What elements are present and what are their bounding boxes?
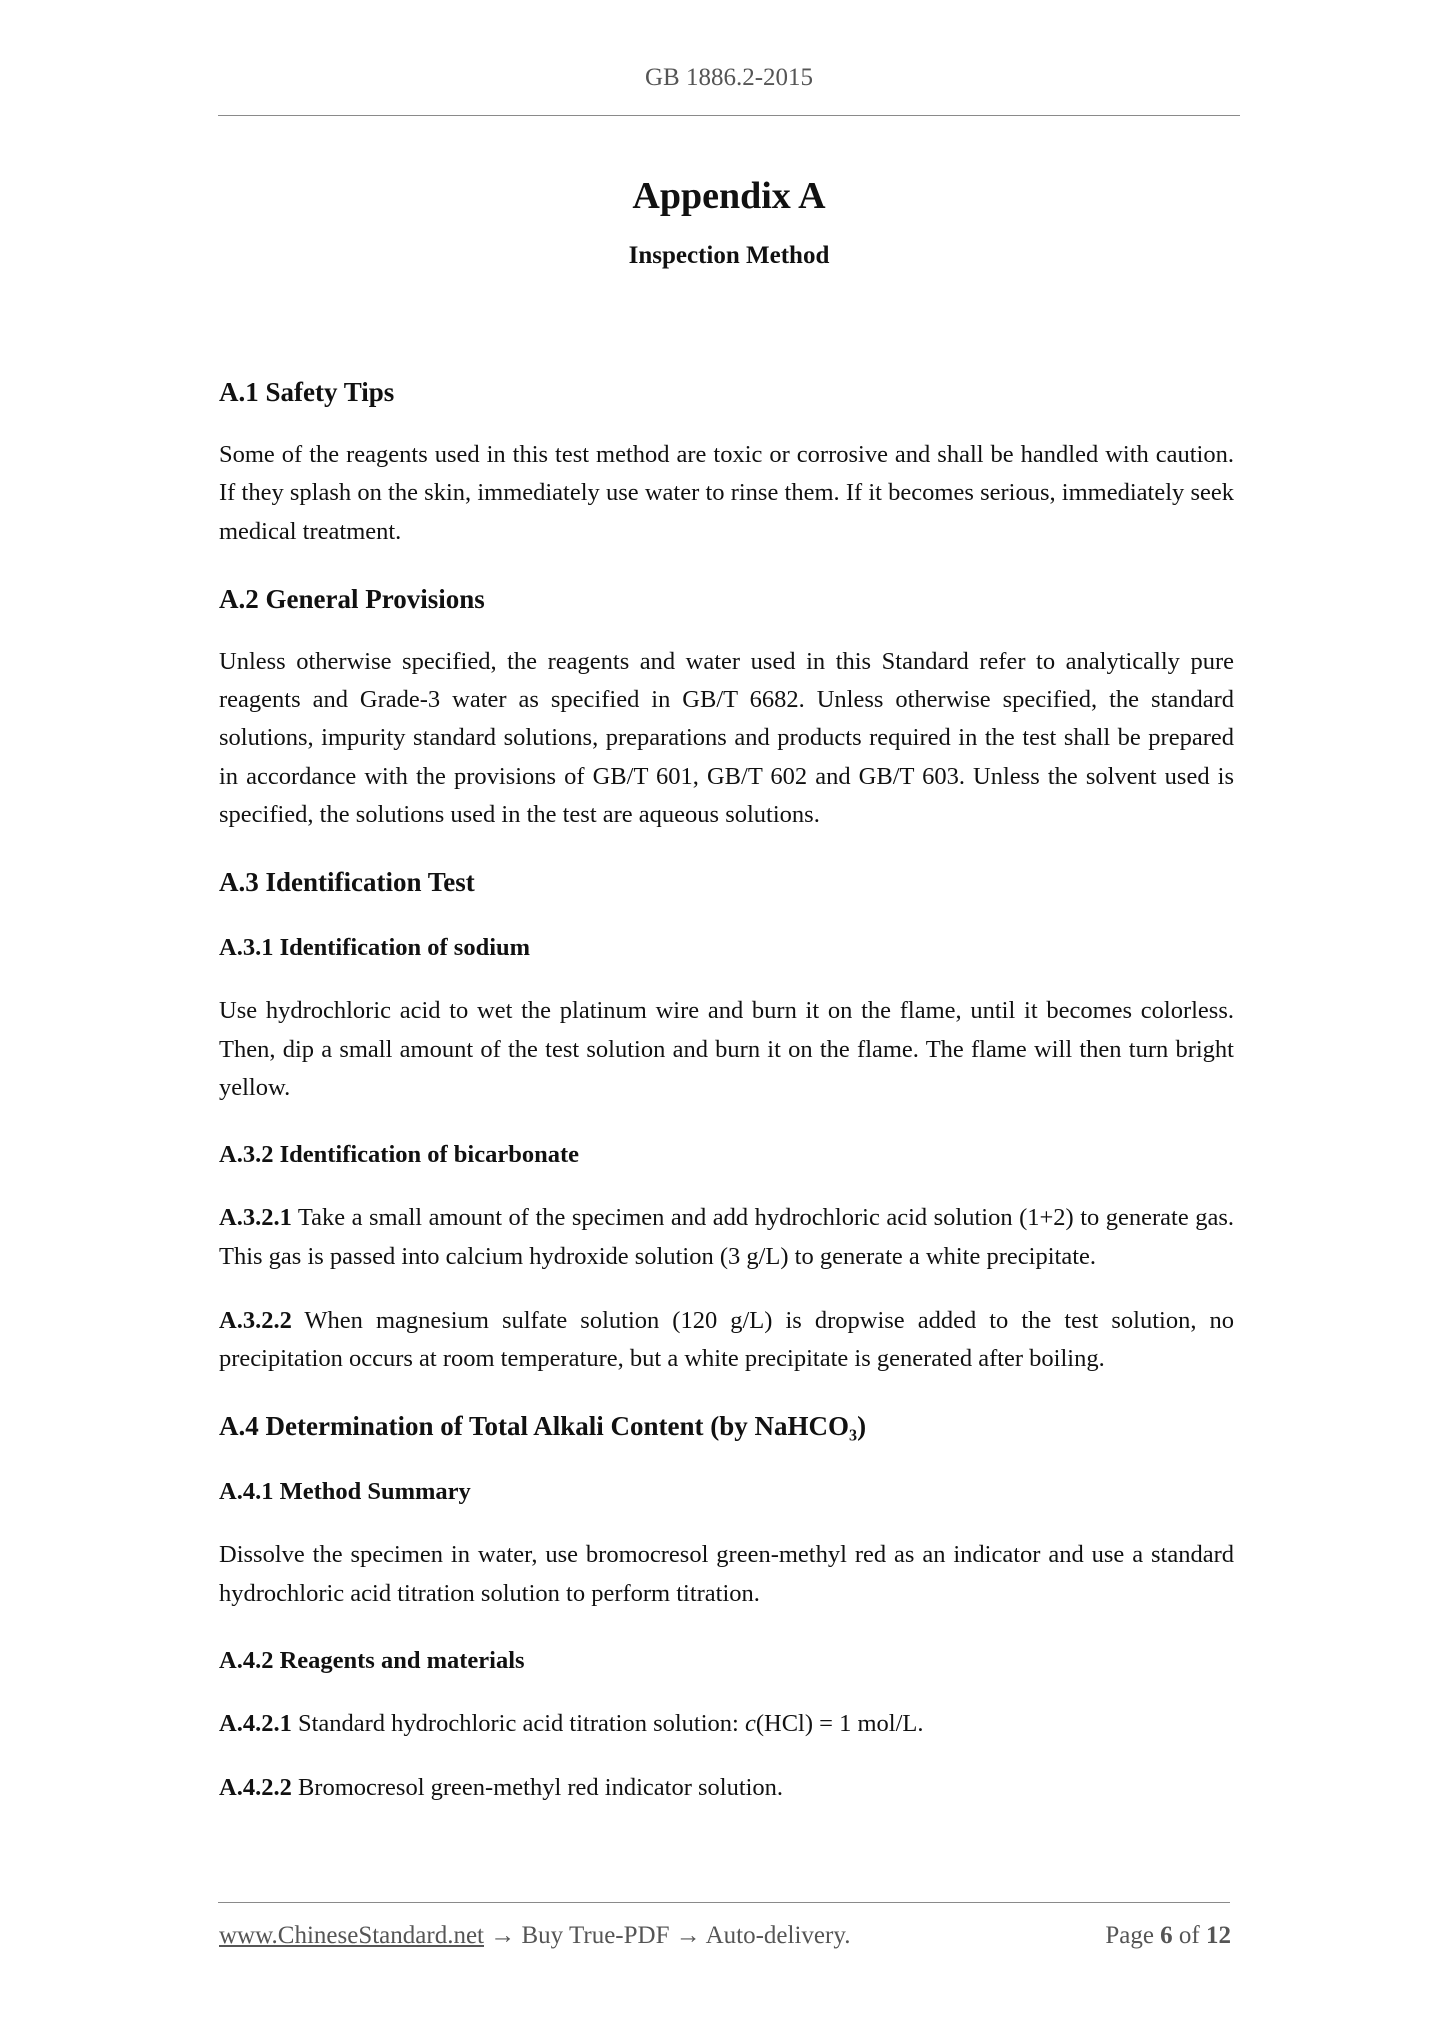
subsection-heading-a42: A.4.2 Reagents and materials [219, 1647, 525, 1675]
paragraph-a421 [219, 1705, 1234, 1743]
arrow-icon: → [484, 1922, 522, 1949]
section-heading-a4: A.4 Determination of Total Alkali Content (by NaHCO₃) [219, 1411, 867, 1442]
footer-divider [218, 1902, 1230, 1903]
clause-text-a421-post: (HCl) = 1 mol/L. [755, 1710, 924, 1738]
clause-number-a422: A.4.2.2 [219, 1774, 292, 1802]
appendix-title: Appendix A [632, 175, 826, 217]
subsection-heading-a41: A.4.1 Method Summary [219, 1478, 471, 1506]
clause-text-a422: Bromocresol green-methyl red indicator solution. [291, 1774, 784, 1802]
subsection-heading-a32: A.3.2 Identification of bicarbonate [219, 1141, 579, 1169]
section-heading-a3: A.3 Identification Test [219, 867, 475, 898]
arrow-icon: → [669, 1922, 706, 1949]
paragraph-a2: Unless otherwise specified, the reagents and water used in this Standard refer to analytically pure reagents and Grade-3 water as specified in GB/T 6682. Unless otherwise specified, the standard solutions, impurity standard solutions, preparations and products required in the test shall be prepared in accordance with the provisions of GB/T 601, GB/T 602 and GB/T 603. Unless the solvent used is specified, the solutions used in the test are aqueous solutions. [219, 647, 1234, 829]
paragraph-a1: Some of the reagents used in this test method are toxic or corrosive and shall be handled with caution. If they splash on the skin, immediately use water to rinse them. If it becomes serious, immediately seek medical treatment. [219, 441, 1234, 545]
section-heading-a2: A.2 General Provisions [219, 583, 485, 614]
page-number [1105, 1922, 1231, 1950]
clause-number-a321: A.3.2.1 [219, 1204, 292, 1232]
footer-buy-text: Buy True-PDF [521, 1922, 670, 1949]
paragraph-a422 [219, 1769, 1234, 1807]
running-header: GB 1886.2-2015 [644, 64, 814, 91]
page-of-label: of [1172, 1922, 1206, 1949]
footer-promo [219, 1922, 850, 1950]
appendix-subtitle: Inspection Method [628, 242, 830, 269]
footer-delivery-text: Auto-delivery. [705, 1922, 851, 1949]
clause-text-a322: When magnesium sulfate solution (120 g/L) is dropwise added to the test solution, no precipitation occurs at room temperature, but a white precipitate is generated after boiling. [219, 1306, 1234, 1373]
header-divider [218, 115, 1240, 116]
paragraph-a321 [219, 1199, 1234, 1276]
clause-text-a321: Take a small amount of the specimen and add hydrochloric acid solution (1+2) to generate gas. This gas is passed into calcium hydroxide solution (3 g/L) to generate a white precipitate. [219, 1204, 1234, 1270]
clause-text-a421-pre: Standard hydrochloric acid titration solution: [291, 1710, 745, 1738]
section-heading-a1: A.1 Safety Tips [219, 377, 395, 407]
clause-number-a322: A.3.2.2 [219, 1306, 292, 1334]
website-link[interactable]: www.ChineseStandard.net [219, 1922, 484, 1949]
paragraph-a322 [219, 1302, 1234, 1379]
clause-text-a421-italic: c [744, 1710, 756, 1738]
paragraph-a41: Dissolve the specimen in water, use bromocresol green-methyl red as an indicator and use a standard hydrochloric acid titration solution to perform titration. [219, 1541, 1234, 1607]
paragraph-a31: Use hydrochloric acid to wet the platinum wire and burn it on the flame, until it becomes colorless. Then, dip a small amount of the test solution and burn it on the flame. The flame will then turn bright yellow. [219, 997, 1234, 1101]
page-total: 12 [1206, 1922, 1231, 1949]
page-label: Page [1105, 1922, 1161, 1949]
document-body [219, 370, 1234, 1834]
clause-number-a421: A.4.2.1 [219, 1710, 292, 1738]
subsection-heading-a31: A.3.1 Identification of sodium [219, 934, 531, 962]
page-current: 6 [1160, 1922, 1173, 1949]
